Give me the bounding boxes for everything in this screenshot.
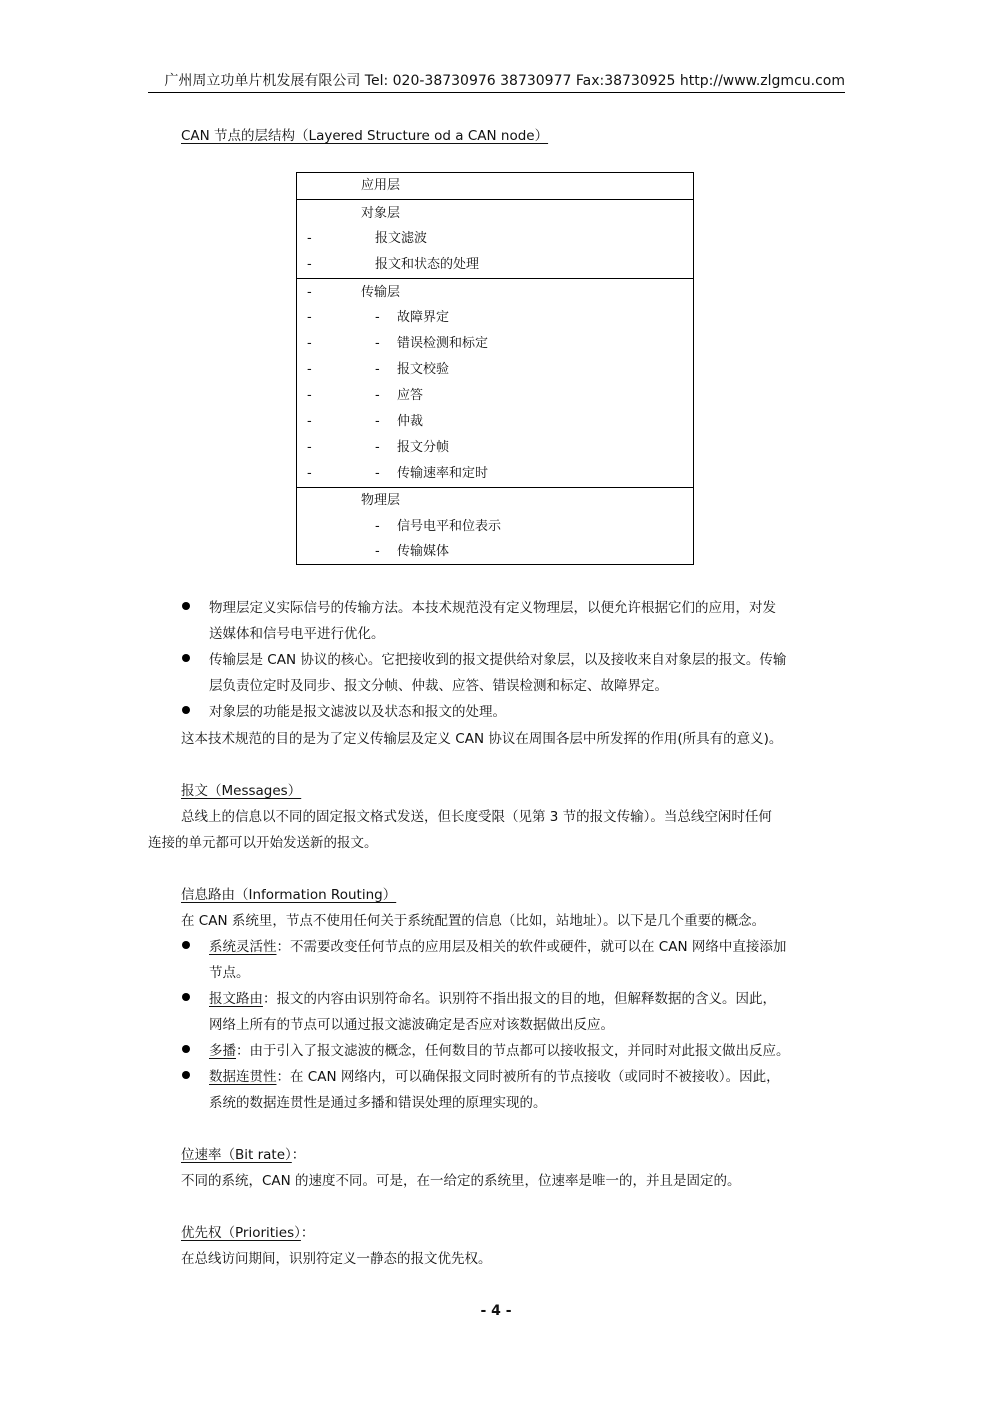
transfer-item: 仲裁 [397, 414, 424, 429]
application-layer-label: 应用层 [361, 178, 401, 193]
dash: - [375, 519, 380, 534]
dash: - [375, 544, 380, 559]
row-physical-layer [297, 488, 693, 514]
bullet-dot [182, 941, 190, 949]
row-physical-item [297, 539, 693, 565]
row-transfer-item [297, 435, 693, 461]
section-title-routing: 信息路由（Information Routing） [181, 887, 397, 903]
bullet-text: 送媒体和信号电平进行优化。 [209, 626, 385, 642]
transfer-item: 传输速率和定时 [397, 466, 489, 481]
table-divider [297, 278, 693, 279]
transfer-item: 应答 [397, 388, 424, 403]
table-divider [297, 199, 693, 200]
physical-layer-label: 物理层 [361, 493, 401, 508]
routing-desc: 节点。 [209, 965, 250, 981]
dash: - [307, 466, 312, 481]
physical-item: 传输媒体 [397, 544, 450, 559]
bitrate-title: 位速率（Bit rate） [181, 1147, 292, 1163]
routing-term: 系统灵活性 [209, 939, 277, 955]
transfer-layer-label: 传输层 [361, 285, 401, 300]
dash: - [375, 388, 380, 403]
routing-term: 数据连贯性 [209, 1069, 277, 1085]
section-title-messages: 报文（Messages） [181, 783, 302, 799]
routing-desc: ：报文的内容由识别符命名。识别符不指出报文的目的地，但解释数据的含义。因此， [263, 991, 776, 1007]
row-application-layer [297, 173, 693, 199]
summary-paragraph: 这本技术规范的目的是为了定义传输层及定义 CAN 协议在周围各层中所发挥的作用(所具有的意义)。 [181, 731, 783, 747]
bitrate-text: 不同的系统，CAN 的速度不同。可是，在一给定的系统里，位速率是唯一的，并且是固定的。 [181, 1173, 741, 1189]
dash: - [307, 231, 312, 246]
bullet-text: 物理层定义实际信号的传输方法。本技术规范没有定义物理层，以便允许根据它们的应用，对发 [209, 600, 776, 616]
bitrate-colon: ： [291, 1147, 306, 1163]
transfer-item: 报文分帧 [397, 440, 450, 455]
dash: - [307, 257, 312, 272]
routing-item [209, 1065, 780, 1085]
row-object-item [297, 252, 693, 278]
page-number: - 4 - [480, 1303, 512, 1319]
bullet-dot [182, 1071, 190, 1079]
dash: - [375, 310, 380, 325]
routing-desc: ：不需要改变任何节点的应用层及相关的软件或硬件，就可以在 CAN 网络中直接添加 [276, 939, 787, 955]
bullet-dot [182, 706, 190, 714]
transfer-item: 故障界定 [397, 310, 450, 325]
dash: - [307, 362, 312, 377]
bullet-text: 传输层是 CAN 协议的核心。它把接收到的报文提供给对象层，以及接收来自对象层的报文。传输 [209, 652, 787, 668]
page-header: 广州周立功单片机发展有限公司 Tel: 020-38730976 38730977 Fax:38730925 http://www.zlgmcu.com [164, 73, 845, 89]
physical-item: 信号电平和位表示 [397, 519, 502, 534]
routing-intro: 在 CAN 系统里，节点不使用任何关于系统配置的信息（比如，站地址）。以下是几个重要的概念。 [181, 913, 766, 929]
row-transfer-item [297, 383, 693, 409]
row-physical-item [297, 514, 693, 540]
layer-structure-table [296, 172, 694, 565]
bullet-text: 对象层的功能是报文滤波以及状态和报文的处理。 [209, 704, 506, 720]
row-transfer-item [297, 305, 693, 331]
object-layer-label: 对象层 [361, 206, 401, 221]
routing-term: 报文路由 [209, 991, 263, 1007]
object-item: 报文滤波 [375, 231, 428, 246]
dash: - [307, 285, 312, 300]
dash: - [375, 336, 380, 351]
object-item: 报文和状态的处理 [375, 257, 480, 272]
dash: - [375, 440, 380, 455]
dash: - [307, 440, 312, 455]
dash: - [375, 414, 380, 429]
routing-desc: ：在 CAN 网络内，可以确保报文同时被所有的节点接收（或同时不被接收）。因此， [276, 1069, 780, 1085]
routing-item [209, 1039, 790, 1059]
section-title-priorities [181, 1221, 314, 1241]
bullet-dot [182, 602, 190, 610]
dash: - [307, 414, 312, 429]
routing-item [209, 987, 776, 1007]
row-object-item [297, 226, 693, 252]
dash: - [307, 388, 312, 403]
header-rule [148, 92, 845, 93]
messages-text: 总线上的信息以不同的固定报文格式发送，但长度受限（见第 3 节的报文传输）。当总线空闲时任何 [181, 809, 772, 825]
priorities-text: 在总线访问期间，识别符定义一静态的报文优先权。 [181, 1251, 492, 1267]
messages-text: 连接的单元都可以开始发送新的报文。 [148, 835, 378, 851]
transfer-item: 错误检测和标定 [397, 336, 489, 351]
bullet-text: 层负责位定时及同步、报文分帧、仲裁、应答、错误检测和标定、故障界定。 [209, 678, 668, 694]
section-title-bitrate [181, 1143, 305, 1163]
bullet-dot [182, 654, 190, 662]
row-transfer-item [297, 461, 693, 487]
dash: - [375, 466, 380, 481]
routing-item [209, 935, 786, 955]
dash: - [307, 336, 312, 351]
figure-caption: CAN 节点的层结构（Layered Structure od a CAN node） [181, 128, 549, 144]
bullet-dot [182, 993, 190, 1001]
priorities-title: 优先权（Priorities） [181, 1225, 301, 1241]
row-transfer-item [297, 409, 693, 435]
transfer-item: 报文校验 [397, 362, 450, 377]
row-transfer-item [297, 357, 693, 383]
routing-desc: 网络上所有的节点可以通过报文滤波确定是否应对该数据做出反应。 [209, 1017, 614, 1033]
dash: - [307, 310, 312, 325]
row-object-layer [297, 201, 693, 227]
routing-desc: ：由于引入了报文滤波的概念，任何数目的节点都可以接收报文，并同时对此报文做出反应。 [236, 1043, 790, 1059]
row-transfer-layer [297, 280, 693, 306]
bullet-dot [182, 1045, 190, 1053]
row-transfer-item [297, 331, 693, 357]
priorities-colon: ： [300, 1225, 315, 1241]
routing-term: 多播 [209, 1043, 236, 1059]
dash: - [375, 362, 380, 377]
routing-desc: 系统的数据连贯性是通过多播和错误处理的原理实现的。 [209, 1095, 547, 1111]
